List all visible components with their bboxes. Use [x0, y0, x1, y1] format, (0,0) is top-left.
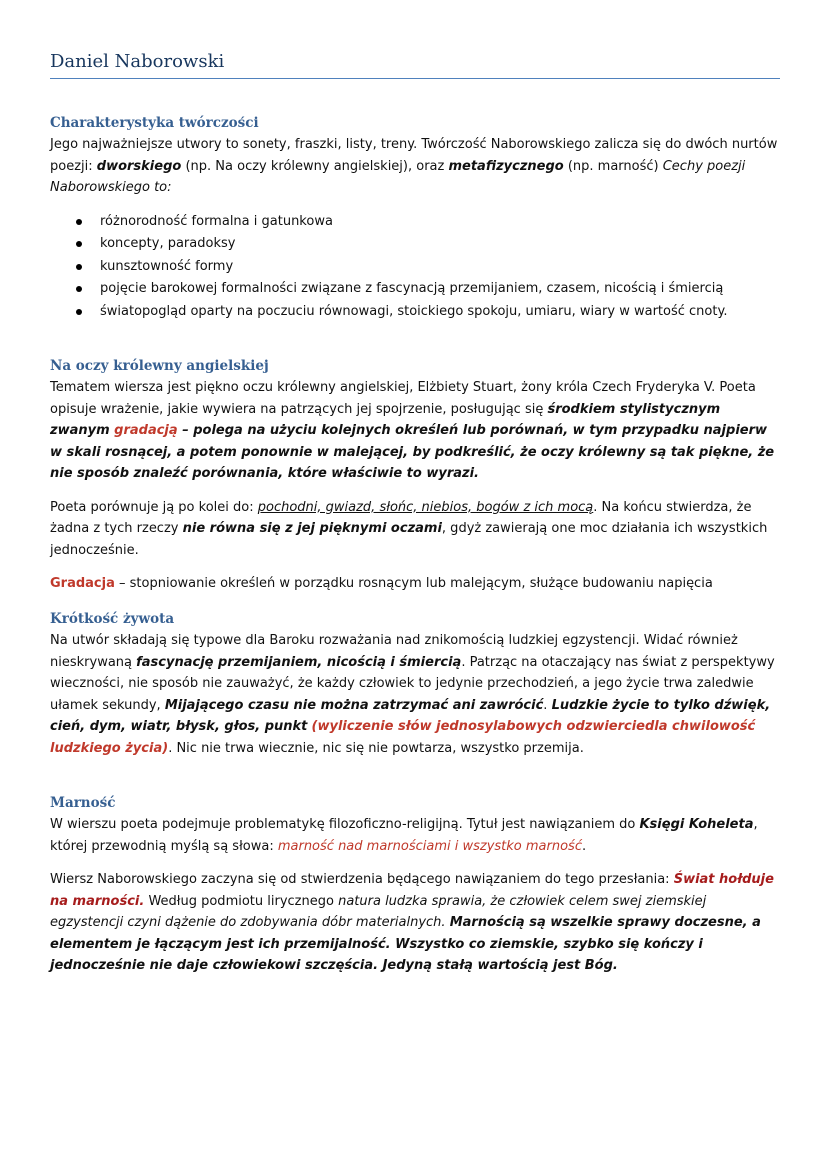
text-run: .	[581, 838, 587, 854]
italic-text: natura ludzka sprawia, że człowiek celem swej ziemskiej egzystencji czyni dążenie do zdobywania dóbr materialnych.	[50, 893, 707, 930]
emphasis-text: Ludzkie życie to tylko dźwięk, cień, dym, wiatr, błysk, głos, punkt	[50, 697, 771, 734]
text-run: W wierszu poeta podejmuje problematykę filozoficzno-religijną. Tytuł jest nawiązaniem do	[50, 817, 640, 832]
text-run: Na utwór składają się typowe dla Baroku rozważania nad znikomością ludzkiej egzystencji. Widać również nieskrywaną	[50, 633, 738, 670]
paragraph	[50, 497, 782, 562]
list-item-text: koncepty, paradoksy	[100, 236, 236, 251]
text-run: – stopniowanie określeń w porządku rosnącym lub malejącym, służące budowaniu napięcia	[114, 576, 713, 591]
emphasis-text: Księgi Koheleta	[639, 817, 754, 832]
paragraph	[50, 134, 782, 199]
emphasis-text: Marnością są wszelkie sprawy doczesne, a elementem je łączącym jest ich przemijalność. Wszystko co ziemskie, szybko się kończy i jednocześnie nie daje człowiekowi szczęścia. Jedyną stałą wartością jest Bóg.	[50, 915, 761, 973]
paragraph	[50, 814, 782, 857]
section-na-oczy	[50, 355, 782, 595]
text-run: .	[543, 697, 552, 713]
list-item	[50, 278, 782, 301]
list-item-text: kunsztowność formy	[100, 258, 234, 274]
section-krotkosc-zywota	[50, 608, 782, 759]
paragraph	[50, 630, 782, 759]
text-run: Tematem wiersza jest piękno oczu królewny angielskiej, Elżbiety Stuart, żony króla Czech Fryderyka V. Poeta opisuje wrażenie, jakie wywiera na patrzących jej spojrzenie, posługując się	[50, 380, 756, 417]
definition-paragraph	[50, 573, 782, 595]
quote-text: marność nad marnościami i wszystko marność	[277, 838, 582, 854]
text-run: , której przewodnią myślą są słowa:	[50, 817, 758, 854]
text-run: Wiersz Naborowskiego zaczyna się od stwierdzenia będącego nawiązaniem do tego przesłania:	[50, 872, 674, 887]
text-run: . Patrząc na otaczający nas świat z perspektywy wieczności, nie sposób nie zauważyć, że każdy człowiek to jedynie przechodzień, a jego życie trwa zaledwie ułamek sekundy,	[50, 654, 775, 713]
bullet-list	[50, 211, 782, 324]
list-item	[50, 256, 782, 279]
list-item	[50, 233, 782, 256]
emphasis-text: Mijającego czasu nie można zatrzymać ani zawrócić	[164, 697, 544, 713]
document-title: Daniel Naborowski	[50, 50, 780, 79]
highlight-text: (wyliczenie słów jednosylabowych odzwierciedla chwilowość ludzkiego życia)	[50, 719, 756, 756]
text-run: , gdyż zawierają one moc działania ich wszystkich jednocześnie.	[50, 521, 768, 558]
highlight-text: gradacją	[114, 423, 178, 438]
section-heading: Na oczy królewny angielskiej	[50, 358, 269, 374]
quote-text: Świat hołduje na marności.	[50, 872, 774, 909]
list-item-text: różnorodność formalna i gatunkowa	[100, 213, 333, 229]
emphasis-text: fascynację przemijaniem, nicością i śmiercią	[136, 654, 462, 670]
paragraph	[50, 377, 782, 485]
section-heading: Charakterystyka twórczości	[50, 115, 259, 131]
bullet-icon	[76, 219, 82, 225]
text-run: . Na końcu stwierdza, że żadna z tych rzeczy	[50, 499, 752, 536]
text-run: Jego najważniejsze utwory to sonety, fraszki, listy, treny. Twórczość Naborowskiego zalicza się do dwóch nurtów poezji:	[50, 137, 778, 174]
bullet-icon	[76, 241, 82, 247]
text-run: . Nic nie trwa wiecznie, nic się nie powtarza, wszystko przemija.	[168, 740, 584, 756]
section-heading: Krótkość żywota	[50, 611, 175, 627]
emphasis-text: – polega na użyciu kolejnych określeń lub porównań, w tym przypadku najpierw w skali rosnącej, a potem ponownie w malejącej, by podkreślić, że oczy królewny są tak piękne, że nie sposób znaleźć porównania, które właściwie to wyrazi.	[50, 423, 775, 481]
list-item	[50, 301, 782, 324]
list-item	[50, 211, 782, 234]
section-charakterystyka	[50, 112, 782, 323]
bullet-icon	[76, 264, 82, 270]
emphasis-text: środkiem stylistycznym zwanym	[50, 401, 721, 438]
section-marnosc	[50, 792, 782, 977]
list-item-text: światopogląd oparty na poczuciu równowagi, stoickiego spokoju, umiaru, wiary w wartość cnoty.	[100, 303, 728, 319]
list-item-text: pojęcie barokowej formalności związane z fascynacją przemijaniem, czasem, nicością i śmiercią	[100, 281, 724, 296]
italic-text: Cechy poezji Naborowskiego to:	[50, 158, 746, 195]
emphasis-text: nie równa się z jej pięknymi oczami	[182, 521, 442, 536]
text-run: Poeta porównuje ją po kolei do:	[50, 499, 258, 515]
text-run: Według podmiotu lirycznego	[144, 893, 339, 909]
text-run: (np. marność)	[563, 158, 663, 174]
paragraph	[50, 869, 782, 977]
emphasis-text: metafizycznego	[448, 158, 564, 174]
emphasis-text: dworskiego	[96, 158, 182, 174]
underlined-text: pochodni, gwiazd, słońc, niebios, bogów z ich mocą	[257, 499, 594, 515]
bullet-icon	[76, 309, 82, 315]
section-heading: Marność	[50, 795, 116, 811]
definition-term: Gradacja	[50, 576, 115, 591]
bullet-icon	[76, 286, 82, 292]
text-run: (np. Na oczy królewny angielskiej), oraz	[181, 158, 449, 174]
